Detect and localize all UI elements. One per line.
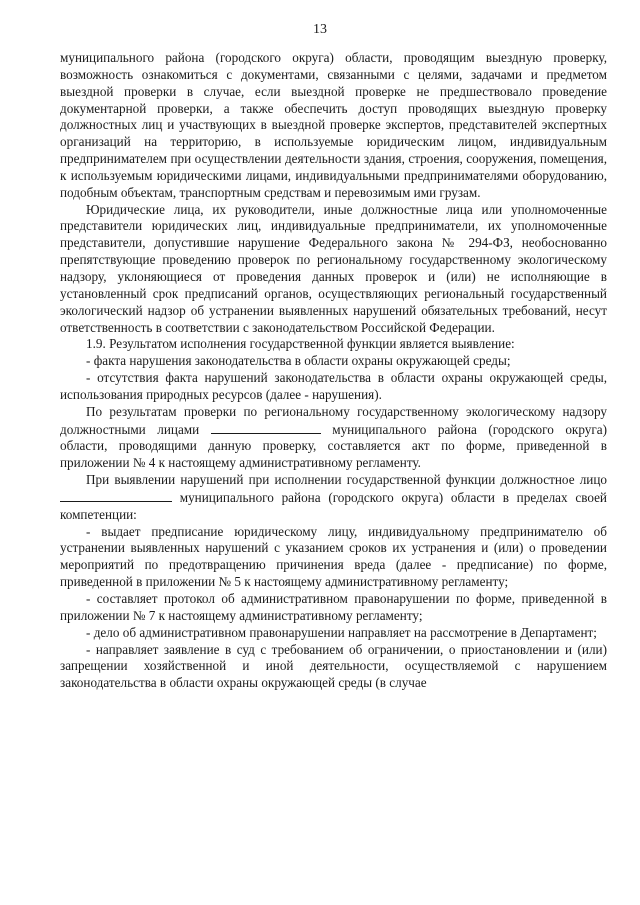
blank-line xyxy=(211,421,321,434)
document-body xyxy=(60,50,607,692)
list-item-violation-fact: - факта нарушения законодательства в области охраны окружающей среды; xyxy=(86,353,511,369)
paragraph-inspection-act xyxy=(60,404,607,472)
paragraph-text-part: муниципального района (городского округа) области, проводящими данную проверку, составляется акт по форме, приведенной в приложении № 4 к настоящему административному регламенту. xyxy=(60,421,607,471)
paragraph-competence xyxy=(60,472,607,524)
list-item-order: - выдает предписание юридическому лицу, индивидуальному предпринимателю об устранении выявленных нарушений с указанием сроков их устранения и (или) о проведении мероприятий по предотвращению причинения вреда (далее - предписание) по форме, приведенной в приложении № 5 к настоящему административному регламенту; xyxy=(60,523,607,590)
paragraph-result-heading: 1.9. Результатом исполнения государственной функции является выявление: xyxy=(86,336,515,352)
list-item-court: - направляет заявление в суд с требованием об ограничении, о приостановлении и (или) запрещении хозяйственной и иной деятельности, осуществляемой с нарушением законодательства в области охраны окружающей среды (в случае xyxy=(60,641,607,691)
list-item-case: - дело об административном правонарушении направляет на рассмотрение в Департамент; xyxy=(86,624,597,640)
list-item-no-violation: - отсутствия факта нарушений законодательства в области охраны окружающей среды, использования природных ресурсов (далее - нарушения). xyxy=(60,370,607,402)
page-number: 13 xyxy=(313,22,327,37)
paragraph-continuation: муниципального района (городского округа) области, проводящим выездную проверку, возможность ознакомиться с документами, связанными с целями, задачами и предметом выездной проверки в случае, если выездной проверке не предшествовало проведение документарной проверки, а также обеспечить доступ проводящих выездную проверку должностных лиц и участвующих в выездной проверке экспертов, представителей экспертных организаций на территорию, в используемые юридическим лицом, индивидуальным предпринимателем при осуществлении деятельности здания, строения, сооружения, помещения, к используемым юридическими лицами, индивидуальными предпринимателями оборудованию, подобным объектам, транспортным средствам и перевозимым ими грузам. xyxy=(60,50,607,200)
blank-line xyxy=(60,489,172,502)
paragraph-text-part: При выявлении нарушений при исполнении государственной функции должностное лицо xyxy=(86,472,607,488)
paragraph-liability: Юридические лица, их руководители, иные должностные лица или уполномоченные представители юридических лиц, индивидуальные предприниматели, их уполномоченные представители, допустившие нарушение Федерального закона № 294-ФЗ, необоснованно препятствующие проведению проверок по региональному государственному экологическому надзору, уклоняющиеся от проведения данных проверок и (или) не исполняющие в установленный срок предписаний органов, осуществляющих региональный государственный экологический надзор об устранении выявленных нарушений обязательных требований, несут ответственность в соответствии с законодательством Российской Федерации. xyxy=(60,201,607,335)
paragraph-text-part: По результатам проверки по региональному государственному экологическому надзору должностными лицами xyxy=(60,403,607,437)
paragraph-text-part: муниципального района (городского округа) области в пределах своей компетенции: xyxy=(60,489,607,522)
list-item-protocol: - составляет протокол об административном правонарушении по форме, приведенной в приложении № 7 к настоящему административному регламенту; xyxy=(60,591,607,623)
